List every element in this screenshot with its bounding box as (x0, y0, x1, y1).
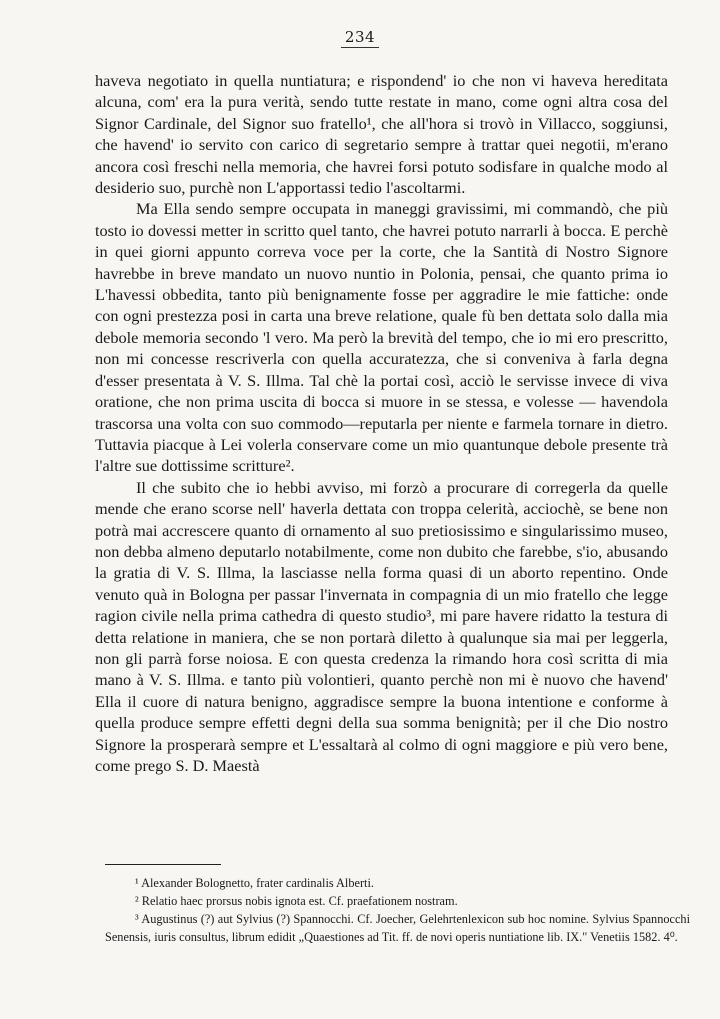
paragraph-3: Il che subito che io hebbi avviso, mi forzò a procurare di corregerla da quelle mende che erano scorse nell' haverla dettata con troppa celerità, acciochè, se bene non potrà mai accrescere quanto di ornamento al suo pretiosissimo e singularissimo museo, non debba almeno deputarlo notabilmente, come non dubito che farebbe, s'io, abusando la gratia di V. S. Illma, la lasciasse nella forma quasi di un aborto repentino. Onde venuto quà in Bologna per passar l'invernata in compagnia di un mio fratello che legge ragion civile nella prima cathedra di questo studio³, mi pare havere ridatto la testura di detta relatione in maniera, che se non portarà diletto à qualunque sia mai per leggerla, non gli parrà forse noiosa. E con questa credenza la rimando hora così scritta di mia mano à V. S. Illma. e tanto più volontieri, quanto perchè non mi è nuovo che havend' Ella il cuore di natura benigno, aggradisce sempre la buona intentione e conforme à quella produce sempre effetti degni della sua somma benignità; per il che Dio nostro Signore la prosperarà sempre et L'essaltarà al colmo di ogni maggiore e più vero bene, come prego S. D. Maestà (95, 477, 668, 775)
footnote-3: ³ Augustinus (?) aut Sylvius (?) Spannocchi. Cf. Joecher, Gelehrtenlexicon sub hoc nomine. Sylvius Spannocchi Senensis, iuris consultus, librum edidit „Quaestiones ad Tit. ff. de novi operis nuntiatione lib. IX." Venetiis 1582. 4⁰. (105, 912, 690, 944)
paragraph-2: Ma Ella sendo sempre occupata in maneggi gravissimi, mi commandò, che più tosto io dovessi metter in scritto quel tanto, che havrei potuto narrarli à bocca. E perchè in quei giorni appunto correva voce per la corte, che la Santità di Nostro Signore havrebbe in breve mandato un nuovo nuntio in Polonia, pensai, che quanto prima io L'havessi obbedita, tanto più benignamente fosse per aggradire le mie fattiche: onde con ogni prestezza posi in carta una breve relatione, quale fù ben dettata solo dalla mia debole memoria secondo 'l vero. Ma però la brevità del tempo, che io mi ero prescritto, non mi concesse rescriverla con quella accuratezza, che si conveniva à farla degna d'esser presentata à V. S. Illma. Tal chè la portai così, acciò le servisse invece di viva oratione, che non prima uscita di bocca si muore in se stessa, e volesse — havendola trascorsa una volta con suo commodo—reputarla per niente e farmela tornare in dietro. Tuttavia piacque à Lei volerla conservare come un mio quantunque debole presente trà l'altre sue dottissime scritture². (95, 199, 668, 476)
paragraph-1: haveva negotiato in quella nuntiatura; e rispondend' io che non vi haveva hereditata alcuna, com' era la pura verità, sendo tutte restate in mano, come ogni altra cosa del Signor Cardinale, del Signor suo fratello¹, che all'hora si trovò in Villacco, soggiunsi, che havend' io servito con carico di segretario sempre à trattar quei negotii, m'erano ancora così freschi nella memoria, che havrei forsi potuto sodisfare in qualche modo al desiderio suo, purchè non L'apportassi tedio l'ascoltarmi. (95, 71, 668, 198)
footnote-1: ¹ Alexander Bolognetto, frater cardinalis Alberti. (135, 876, 374, 890)
body-text (95, 70, 668, 776)
footnote-divider (105, 864, 221, 865)
page-number: 234 (0, 28, 720, 46)
footnotes (105, 874, 690, 946)
footnote-2: ² Relatio haec prorsus nobis ignota est. Cf. praefationem nostram. (135, 894, 458, 908)
